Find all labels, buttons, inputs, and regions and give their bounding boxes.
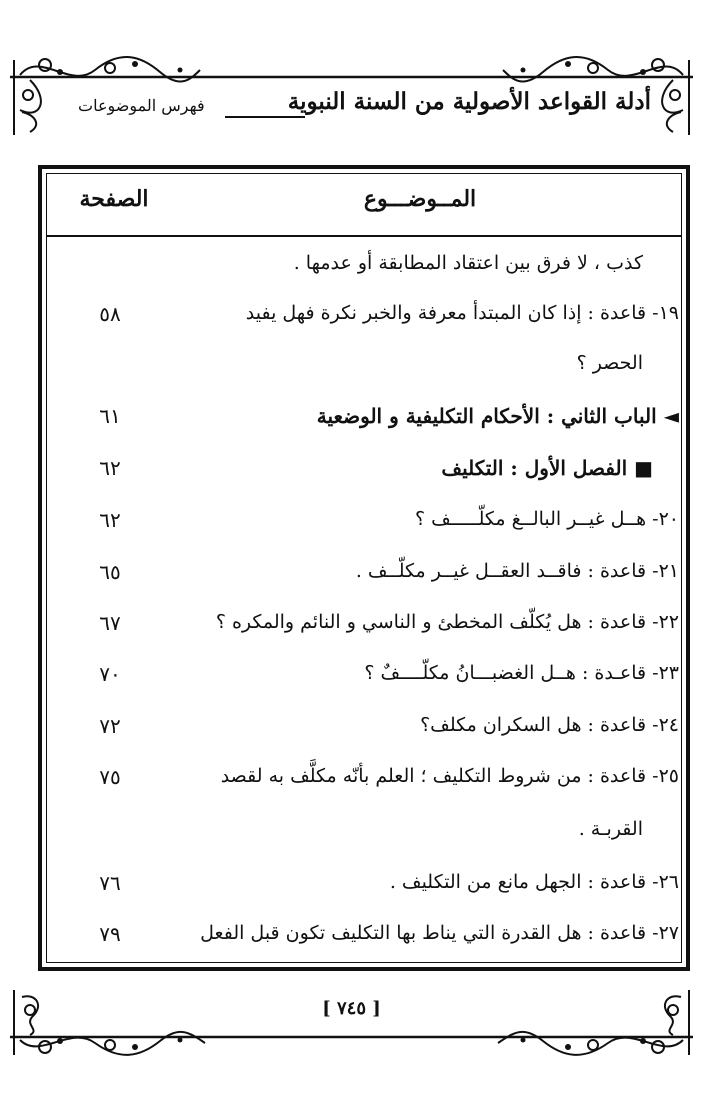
section-title: فهرس الموضوعات: [78, 96, 205, 115]
toc-row-page: ٧٩: [99, 922, 121, 946]
toc-row-text: ٢٦- قاعدة : الجهل مانع من التكليف .: [389, 871, 679, 893]
toc-row-text: الحصر ؟: [576, 352, 643, 374]
toc-row-text: ٢٧- قاعدة : هل القدرة التي يناط بها التكليف تكون قبل الفعل: [200, 922, 679, 944]
toc-row-page: ٦١: [99, 404, 121, 428]
toc-row-page: ٧٢: [99, 714, 121, 738]
table-header-divider: [46, 235, 682, 237]
toc-row-page: ٦٢: [99, 508, 121, 532]
toc-row-text: كذب ، لا فرق بين اعتقاد المطابقة أو عدمها .: [293, 252, 643, 274]
toc-row-text: ٢٤- قاعدة : هل السكران مكلف؟: [420, 714, 679, 736]
column-header-topic: المــوضـــوع: [363, 186, 477, 212]
toc-row-text: ٢٢- قاعدة : هل يُكلّف المخطئ و الناسي و النائم والمكره ؟: [215, 611, 679, 633]
toc-row-page: ٦٢: [99, 456, 121, 480]
toc-row-page: ٧٦: [99, 871, 121, 895]
book-title: أدلة القواعد الأصولية من السنة النبوية: [287, 88, 651, 115]
toc-row-page: ٧٥: [99, 765, 121, 789]
toc-row-page: ٧٠: [99, 662, 121, 686]
toc-row-page: ٦٧: [99, 611, 121, 635]
toc-row-text: القربـة .: [578, 818, 643, 840]
toc-row-text: ١٩- قاعدة : إذا كان المبتدأ معرفة والخبر نكرة فهل يفيد: [245, 302, 679, 324]
page-number: [ ٧٤٥ ]: [322, 998, 381, 1019]
header-rule: [225, 116, 305, 118]
bottom-ornament-border: [0, 985, 703, 1060]
toc-row-page: ٥٨: [99, 302, 121, 326]
toc-row-text: ٢١- قاعدة : فاقــد العقــل غيــر مكلّــف .: [355, 560, 679, 582]
toc-chapter-heading: ■ الفصل الأول : التكليف: [441, 456, 653, 480]
toc-row-text: ٢٥- قاعدة : من شروط التكليف ؛ العلم بأنّه مكلَّف به لقصد: [220, 765, 679, 787]
column-header-page: الصفحة: [79, 186, 149, 212]
toc-part-heading: ◄ الباب الثاني : الأحكام التكليفية و الوضعية: [316, 404, 679, 428]
toc-row-text: ٢٣- قاعـدة : هــل الغضبـــانُ مكلّــــفٌ ؟: [364, 662, 679, 684]
toc-row-text: ٢٠- هــل غيــر البالــغ مكلّـــــف ؟: [414, 508, 679, 530]
toc-row-page: ٦٥: [99, 560, 121, 584]
